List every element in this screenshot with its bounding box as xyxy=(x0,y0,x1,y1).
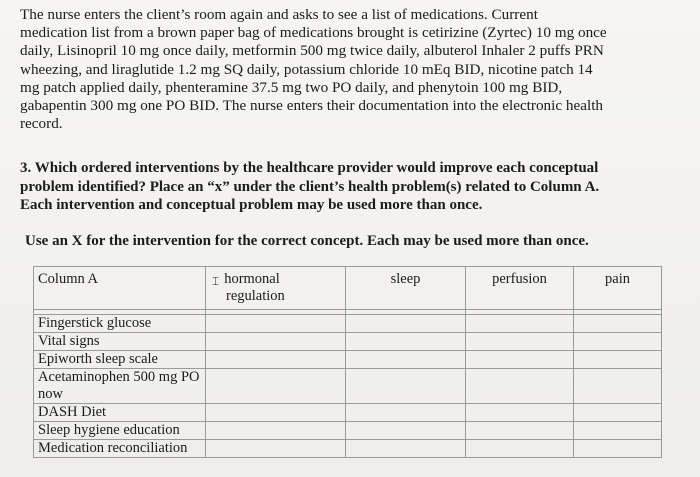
table-row xyxy=(34,333,662,351)
header-column-a: Column A xyxy=(34,267,206,310)
row-label: Epiworth sleep scale xyxy=(34,351,206,369)
answer-cell-hormonal[interactable] xyxy=(206,315,346,333)
row-label: Sleep hygiene education xyxy=(34,422,206,440)
table-row xyxy=(34,351,662,369)
answer-cell-hormonal[interactable] xyxy=(206,404,346,422)
answer-cell-hormonal[interactable] xyxy=(206,351,346,369)
row-label: Medication reconciliation xyxy=(34,440,206,458)
row-label: Vital signs xyxy=(34,333,206,351)
answer-cell-sleep[interactable] xyxy=(346,404,466,422)
scenario-line: gabapentin 300 mg one PO BID. The nurse enters their documentation into the electronic health xyxy=(20,97,604,115)
header-hormonal-regulation xyxy=(206,267,346,310)
row-label: DASH Diet xyxy=(34,404,206,422)
scenario-line: record. xyxy=(20,115,63,133)
row-label: Fingerstick glucose xyxy=(34,315,206,333)
table-header-row xyxy=(34,267,662,310)
header-hormonal-line1: hormonal xyxy=(224,271,280,287)
answer-cell-pain[interactable] xyxy=(574,422,662,440)
answer-cell-pain[interactable] xyxy=(574,315,662,333)
text-cursor-icon: ⌶ xyxy=(212,274,220,288)
row-label: Acetaminophen 500 mg PO now xyxy=(34,369,206,404)
answer-cell-pain[interactable] xyxy=(574,333,662,351)
question-line: problem identified? Place an “x” under the client’s health problem(s) related to Column A. xyxy=(20,178,600,195)
answer-cell-perfusion[interactable] xyxy=(466,315,574,333)
answer-cell-pain[interactable] xyxy=(574,369,662,404)
question-line: Each intervention and conceptual problem may be used more than once. xyxy=(20,197,483,213)
answer-cell-sleep[interactable] xyxy=(346,351,466,369)
answer-cell-perfusion[interactable] xyxy=(466,351,574,369)
header-sleep: sleep xyxy=(346,267,466,310)
scenario-line: daily, Lisinopril 10 mg once daily, metformin 500 mg twice daily, albuterol Inhaler 2 puffs PRN xyxy=(20,42,604,60)
table-row xyxy=(34,422,662,440)
answer-cell-hormonal[interactable] xyxy=(206,422,346,440)
question-line: 3. Which ordered interventions by the healthcare provider would improve each conceptual xyxy=(20,160,599,176)
answer-cell-perfusion[interactable] xyxy=(466,422,574,440)
scenario-line: The nurse enters the client’s room again and asks to see a list of medications. Current xyxy=(20,6,538,23)
answer-cell-sleep[interactable] xyxy=(346,369,466,404)
answer-table xyxy=(33,266,662,458)
scenario-line: medication list from a brown paper bag of medications brought is cetirizine (Zyrtec) 10 mg once xyxy=(20,24,607,42)
header-perfusion: perfusion xyxy=(466,267,574,310)
answer-cell-pain[interactable] xyxy=(574,351,662,369)
answer-cell-perfusion[interactable] xyxy=(466,440,574,458)
answer-cell-sleep[interactable] xyxy=(346,440,466,458)
answer-cell-pain[interactable] xyxy=(574,440,662,458)
answer-cell-sleep[interactable] xyxy=(346,315,466,333)
header-hormonal-line2: regulation xyxy=(226,288,285,304)
scenario-line: mg patch applied daily, phenteramine 37.5 mg two PO daily, and phenytoin 100 mg BID, xyxy=(20,78,563,96)
table-row xyxy=(34,315,662,333)
table-row xyxy=(34,440,662,458)
answer-cell-sleep[interactable] xyxy=(346,422,466,440)
answer-cell-perfusion[interactable] xyxy=(466,369,574,404)
instruction-text: Use an X for the intervention for the correct concept. Each may be used more than once. xyxy=(25,233,589,249)
answer-cell-hormonal[interactable] xyxy=(206,440,346,458)
answer-cell-hormonal[interactable] xyxy=(206,333,346,351)
answer-cell-hormonal[interactable] xyxy=(206,369,346,404)
table-row xyxy=(34,369,662,404)
question-3 xyxy=(20,159,690,215)
table-row xyxy=(34,404,662,422)
answer-cell-pain[interactable] xyxy=(574,404,662,422)
answer-cell-sleep[interactable] xyxy=(346,333,466,351)
header-pain: pain xyxy=(574,267,662,310)
scenario-paragraph xyxy=(20,6,690,133)
answer-cell-perfusion[interactable] xyxy=(466,333,574,351)
scenario-line: wheezing, and liraglutide 1.2 mg SQ daily, potassium chloride 10 mEq BID, nicotine patch 14 xyxy=(20,60,593,78)
answer-cell-perfusion[interactable] xyxy=(466,404,574,422)
